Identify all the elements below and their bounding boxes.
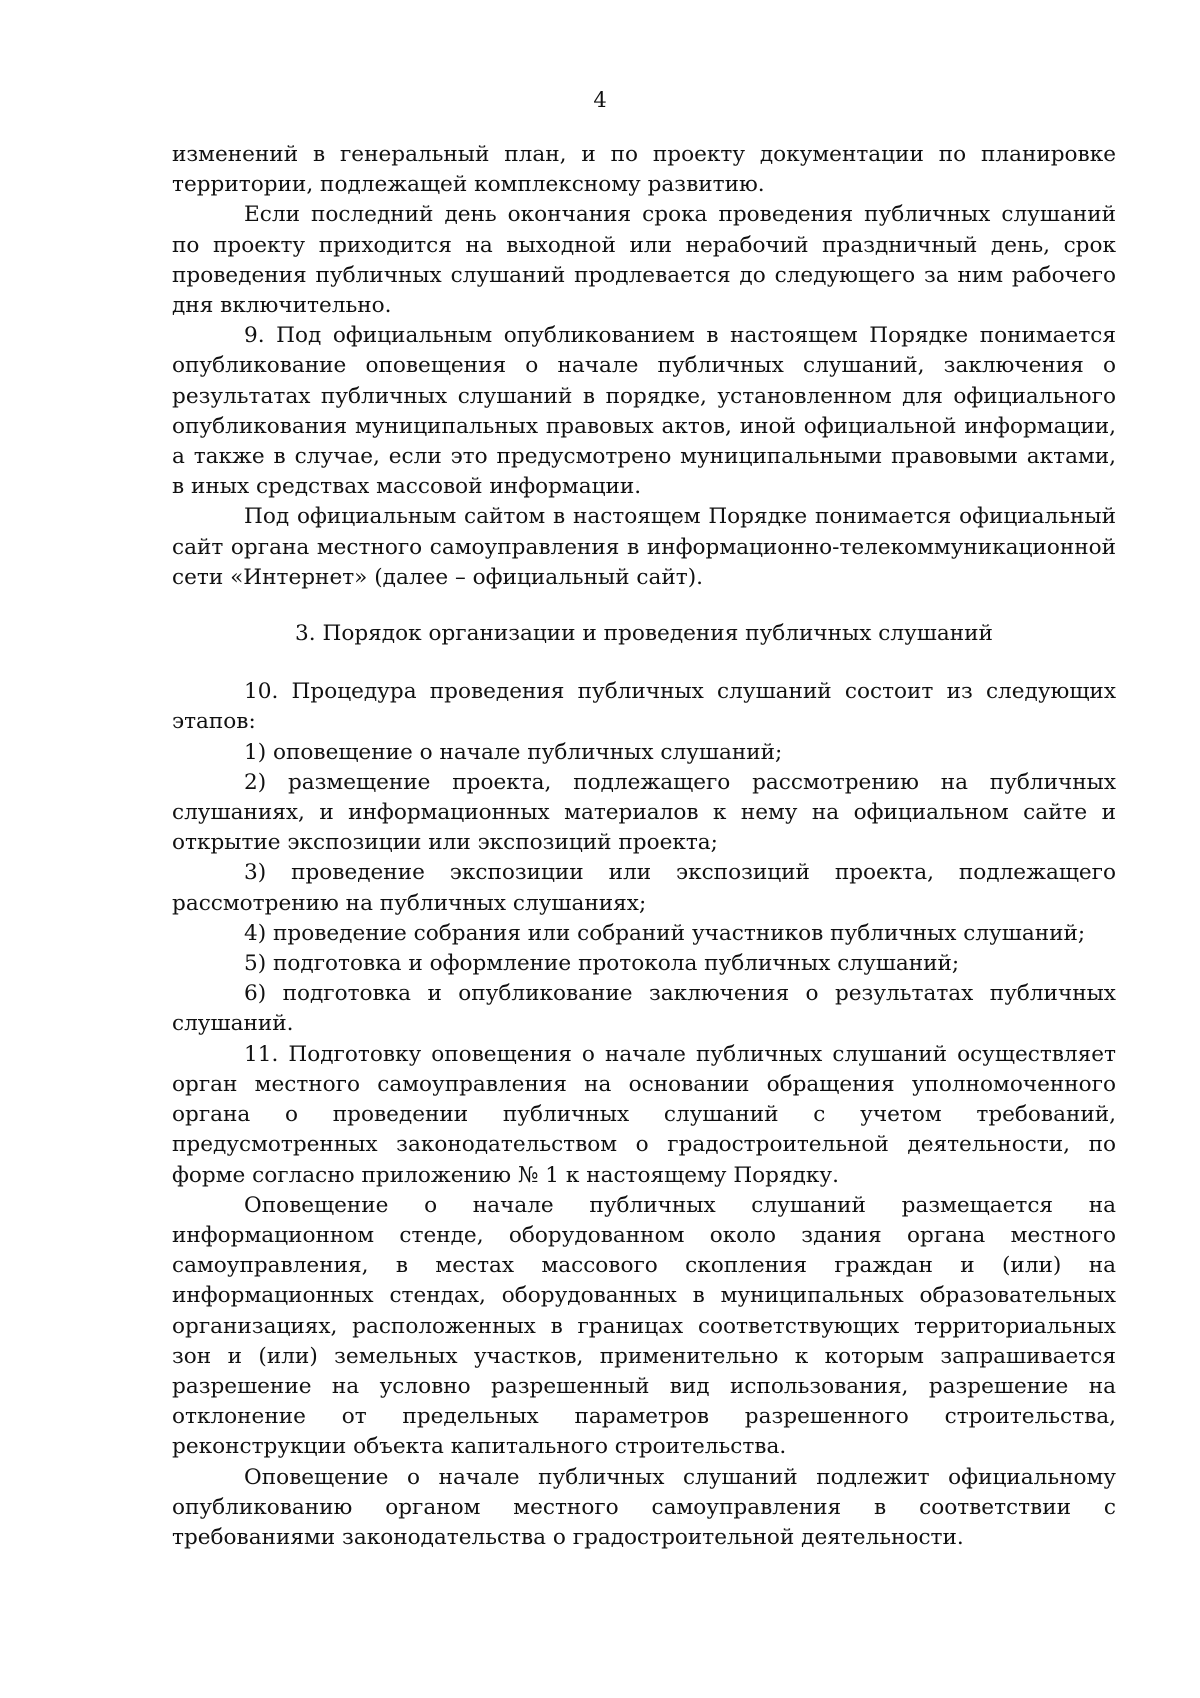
paragraph-deadline-extension: Если последний день окончания срока проведения публичных слушаний по проекту приходится на выходной или нерабочий праздничный день, срок проведения публичных слушаний продлевается до следующего за ним рабочего дня включительно. [172,202,1116,319]
paragraph-continuation: изменений в генеральный план, и по проекту документации по планировке территории, подлежащей комплексному развитию. [172,142,1116,198]
paragraph-item-9: 9. Под официальным опубликованием в настоящем Порядке понимается опубликование оповещения о начале публичных слушаний, заключения о результатах публичных слушаний в порядке, установленном для официального опубликования муниципальных правовых актов, иной официальной информации, а также в случае, если это предусмотрено муниципальными правовыми актами, в иных средствах массовой информации. [172,323,1116,500]
list-item-2: 2) размещение проекта, подлежащего рассмотрению на публичных слушаниях, и информационных материалов к нему на официальном сайте и открытие экспозиции или экспозиций проекта; [172,769,1116,856]
paragraph-notice-publication: Оповещение о начале публичных слушаний подлежит официальному опубликованию органом местного самоуправления в соответствии с требованиями законодательства о градостроительной деятельности. [172,1464,1116,1550]
page-number: 4 [593,88,607,112]
list-item-6: 6) подготовка и опубликование заключения о результатах публичных слушаний. [172,981,1116,1037]
list-item-5: 5) подготовка и оформление протокола публичных слушаний; [244,951,960,977]
paragraph-item-10: 10. Процедура проведения публичных слушаний состоит из следующих этапов: [172,679,1116,735]
list-item-1: 1) оповещение о начале публичных слушаний; [244,739,783,765]
list-item-3: 3) проведение экспозиции или экспозиций проекта, подлежащего рассмотрению на публичных слушаниях; [172,860,1116,916]
paragraph-notice-placement: Оповещение о начале публичных слушаний размещается на информационном стенде, оборудованном около здания органа местного самоуправления, в местах массового скопления граждан и (или) на информационных стендах, оборудованных в муниципальных образовательных организациях, расположенных в границах соответствующих территориальных зон и (или) земельных участков, применительно к которым запрашивается разрешение на условно разрешенный вид использования, разрешение на отклонение от предельных параметров разрешенного строительства, реконструкции объекта капитального строительства. [172,1192,1116,1460]
section-heading: 3. Порядок организации и проведения публичных слушаний [295,621,993,647]
paragraph-official-site: Под официальным сайтом в настоящем Порядке понимается официальный сайт органа местного самоуправления в информационно-телекоммуникационной сети «Интернет» (далее – официальный сайт). [172,504,1116,590]
paragraph-item-11: 11. Подготовку оповещения о начале публичных слушаний осуществляет орган местного самоуправления на основании обращения уполномоченного органа о проведении публичных слушаний с учетом требований, предусмотренных законодательством о градостроительной деятельности, по форме согласно приложению № 1 к настоящему Порядку. [172,1041,1116,1188]
list-item-4: 4) проведение собрания или собраний участников публичных слушаний; [244,920,1086,946]
document-body [172,140,1116,1553]
